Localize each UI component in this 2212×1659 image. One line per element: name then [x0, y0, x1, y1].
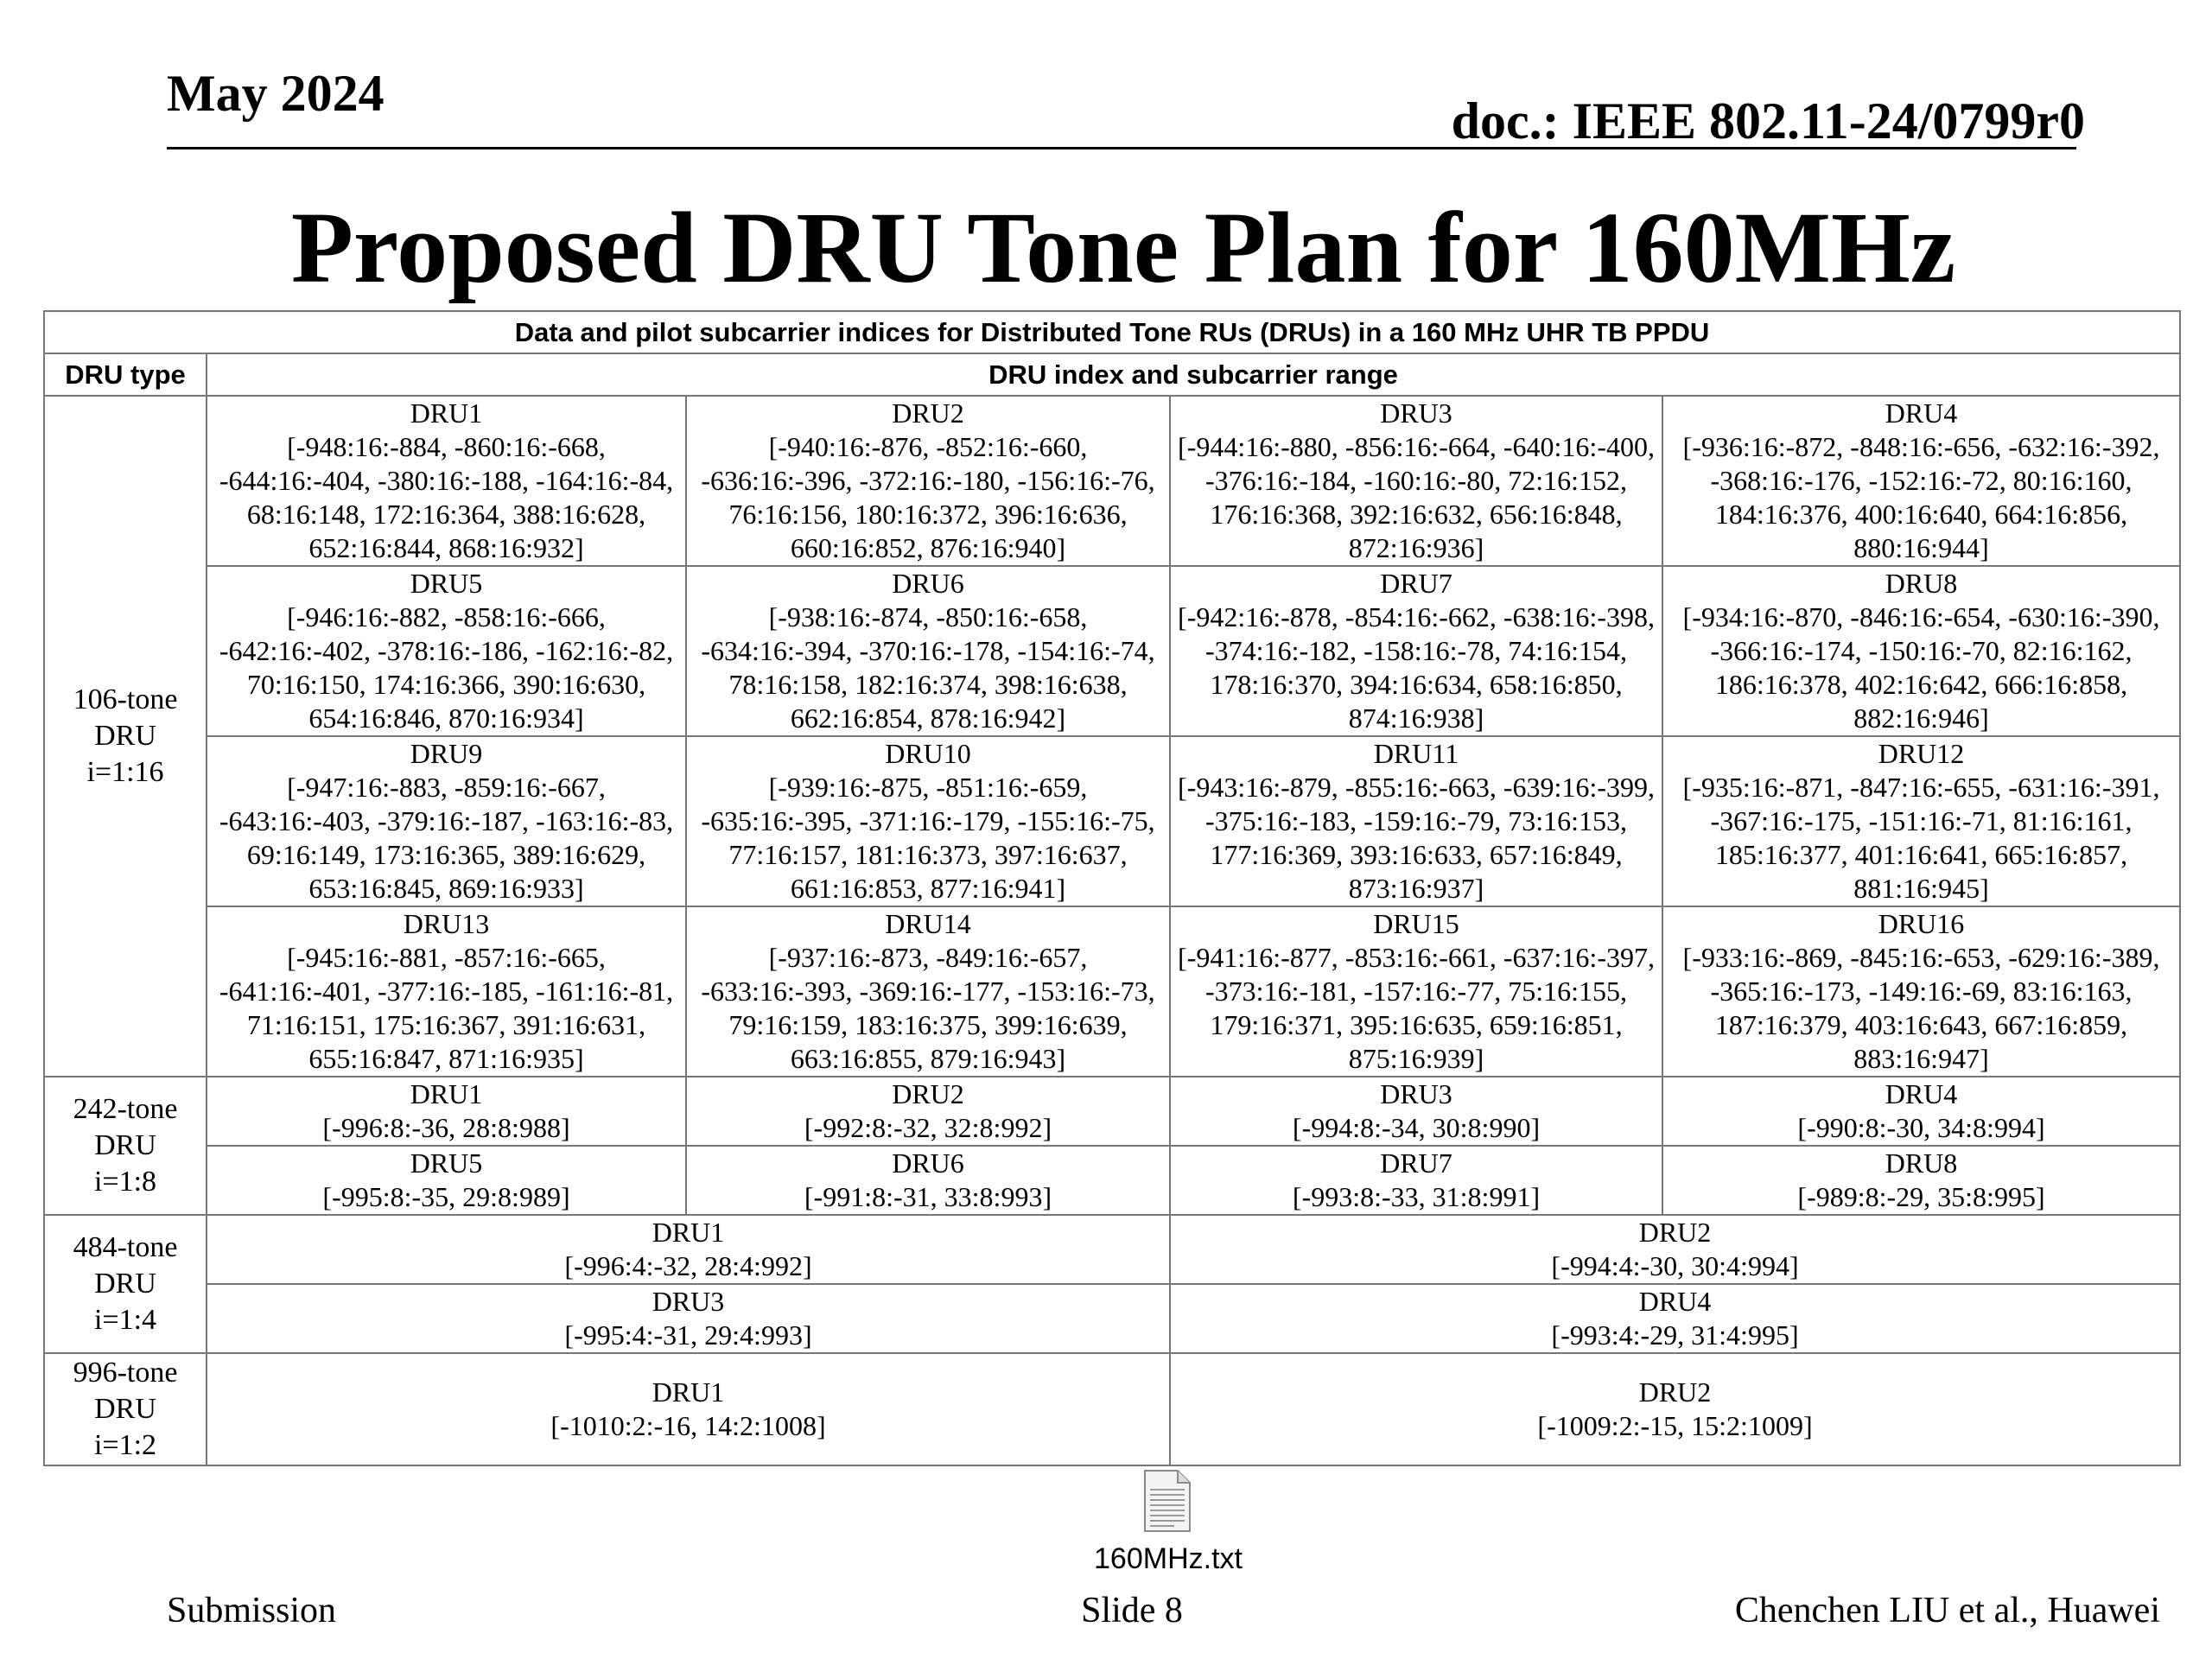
- dru-name: DRU9: [410, 738, 483, 769]
- dru-type-line: 484-tone: [73, 1231, 178, 1263]
- table-caption: Data and pilot subcarrier indices for Distributed Tone RUs (DRUs) in a 160 MHz UHR TB PPDU: [44, 311, 2180, 353]
- dru-cell: [1170, 736, 1662, 906]
- dru-name: DRU3: [1380, 1078, 1452, 1109]
- dru-name: DRU6: [892, 568, 964, 599]
- dru-type-line: i=1:2: [93, 1429, 157, 1461]
- dru-name: DRU14: [885, 908, 971, 939]
- dru-cell: [1662, 906, 2180, 1077]
- dru-cell: [207, 1284, 1170, 1353]
- dru-range: [-991:8:-31, 33:8:993]: [804, 1181, 1052, 1212]
- dru-type-line: i=1:8: [93, 1166, 157, 1198]
- dru-range: [-993:8:-33, 31:8:991]: [1292, 1181, 1541, 1212]
- dru-type-line: DRU: [94, 1129, 156, 1161]
- dru-name: DRU8: [1885, 1147, 1958, 1179]
- dru-range: [-944:16:-880, -856:16:-664, -640:16:-400, -376:16:-184, -160:16:-80, 72:16:152, 176:16:368, 392:16:632, 656:16:848, 872:16:936]: [1178, 431, 1655, 563]
- dru-name: DRU4: [1638, 1286, 1712, 1317]
- dru-range: [-1009:2:-15, 15:2:1009]: [1537, 1410, 1813, 1441]
- dru-name: DRU15: [1373, 908, 1459, 939]
- dru-name: DRU16: [1878, 908, 1965, 939]
- dru-range: [-942:16:-878, -854:16:-662, -638:16:-398, -374:16:-182, -158:16:-78, 74:16:154, 178:16:370, 394:16:634, 658:16:850, 874:16:938]: [1178, 601, 1655, 734]
- dru-range: [-943:16:-879, -855:16:-663, -639:16:-399, -375:16:-183, -159:16:-79, 73:16:153, 177:16:369, 393:16:633, 657:16:849, 873:16:937]: [1178, 772, 1655, 904]
- dru-type-106-tone: [44, 396, 207, 1077]
- dru-range: [-933:16:-869, -845:16:-653, -629:16:-389, -365:16:-173, -149:16:-69, 83:16:163, 187:16:379, 403:16:643, 667:16:859, 883:16:947]: [1682, 942, 2160, 1074]
- dru-name: DRU8: [1885, 568, 1958, 599]
- dru-cell: [686, 566, 1170, 736]
- dru-cell: [686, 906, 1170, 1077]
- dru-cell: [1170, 1077, 1662, 1146]
- dru-cell: [1662, 1146, 2180, 1215]
- footer-slide-number: Slide 8: [1081, 1591, 1183, 1630]
- dru-cell: [1662, 396, 2180, 566]
- dru-name: DRU2: [892, 397, 964, 429]
- dru-cell: [1170, 1215, 2180, 1284]
- dru-cell: [1170, 906, 1662, 1077]
- dru-type-line: 106-tone: [73, 683, 178, 715]
- footer-submission: Submission: [167, 1591, 337, 1630]
- dru-range: [-996:8:-36, 28:8:988]: [322, 1112, 570, 1143]
- dru-name: DRU12: [1878, 738, 1965, 769]
- dru-cell: [207, 1353, 1170, 1465]
- dru-name: DRU5: [410, 568, 483, 599]
- dru-type-line: 242-tone: [73, 1093, 178, 1125]
- slide-title: Proposed DRU Tone Plan for 160MHz: [290, 191, 1956, 304]
- dru-type-line: i=1:4: [93, 1304, 157, 1336]
- dru-type-line: DRU: [94, 1393, 156, 1425]
- dru-range: [-1010:2:-16, 14:2:1008]: [550, 1410, 826, 1441]
- dru-cell: [1170, 1146, 1662, 1215]
- dru-name: DRU5: [410, 1147, 483, 1179]
- dru-name: DRU1: [652, 1217, 725, 1248]
- dru-name: DRU3: [1380, 397, 1452, 429]
- dru-type-line: DRU: [94, 720, 156, 752]
- attachment-filename[interactable]: 160MHz.txt: [1094, 1542, 1243, 1575]
- dru-range: [-936:16:-872, -848:16:-656, -632:16:-392, -368:16:-176, -152:16:-72, 80:16:160, 184:16:376, 400:16:640, 664:16:856, 880:16:944]: [1682, 431, 2160, 563]
- dru-name: DRU7: [1380, 568, 1452, 599]
- dru-cell: [1662, 736, 2180, 906]
- dru-name: DRU1: [410, 1078, 483, 1109]
- dru-range: [-994:4:-30, 30:4:994]: [1551, 1250, 1799, 1281]
- dru-range: [-934:16:-870, -846:16:-654, -630:16:-390, -366:16:-174, -150:16:-70, 82:16:162, 186:16:378, 402:16:642, 666:16:858, 882:16:946]: [1682, 601, 2160, 734]
- dru-range: [-989:8:-29, 35:8:995]: [1797, 1181, 2045, 1212]
- header-doc-id: doc.: IEEE 802.11-24/0799r0: [1451, 92, 2085, 149]
- dru-cell: [207, 1146, 686, 1215]
- dru-type-line: 996-tone: [73, 1357, 178, 1389]
- dru-cell: [207, 396, 686, 566]
- dru-range: [-993:4:-29, 31:4:995]: [1551, 1319, 1799, 1351]
- header-date: May 2024: [167, 65, 385, 122]
- dru-cell: [686, 736, 1170, 906]
- col-header-dru-index: DRU index and subcarrier range: [207, 353, 2180, 396]
- dru-range: [-947:16:-883, -859:16:-667, -643:16:-403, -379:16:-187, -163:16:-83, 69:16:149, 173:16:365, 389:16:629, 653:16:845, 869:16:933]: [219, 772, 674, 904]
- dru-type-line: DRU: [94, 1268, 156, 1300]
- dru-cell: [686, 396, 1170, 566]
- dru-cell: [207, 566, 686, 736]
- dru-range: [-941:16:-877, -853:16:-661, -637:16:-397, -373:16:-181, -157:16:-77, 75:16:155, 179:16:371, 395:16:635, 659:16:851, 875:16:939]: [1178, 942, 1655, 1074]
- dru-range: [-996:4:-32, 28:4:992]: [564, 1250, 812, 1281]
- dru-cell: [207, 1077, 686, 1146]
- dru-cell: [686, 1077, 1170, 1146]
- dru-range: [-995:8:-35, 29:8:989]: [322, 1181, 570, 1212]
- dru-type-242-tone: [44, 1077, 207, 1215]
- dru-cell: [1662, 566, 2180, 736]
- dru-range: [-994:8:-34, 30:8:990]: [1292, 1112, 1541, 1143]
- dru-name: DRU11: [1373, 738, 1459, 769]
- dru-cell: [1170, 1284, 2180, 1353]
- dru-cell: [207, 736, 686, 906]
- dru-table: [43, 310, 2181, 1466]
- dru-name: DRU1: [410, 397, 483, 429]
- dru-name: DRU13: [403, 908, 490, 939]
- header-rule: [167, 147, 2076, 149]
- dru-name: DRU3: [652, 1286, 725, 1317]
- dru-range: [-948:16:-884, -860:16:-668, -644:16:-404, -380:16:-188, -164:16:-84, 68:16:148, 172:16:364, 388:16:628, 652:16:844, 868:16:932]: [219, 431, 674, 563]
- dru-type-484-tone: [44, 1215, 207, 1353]
- dru-name: DRU6: [892, 1147, 964, 1179]
- dru-range: [-946:16:-882, -858:16:-666, -642:16:-402, -378:16:-186, -162:16:-82, 70:16:150, 174:16:366, 390:16:630, 654:16:846, 870:16:934]: [219, 601, 674, 734]
- dru-cell: [1662, 1077, 2180, 1146]
- dru-name: DRU7: [1380, 1147, 1452, 1179]
- dru-name: DRU4: [1885, 1078, 1958, 1109]
- dru-cell: [207, 906, 686, 1077]
- dru-type-line: i=1:16: [86, 756, 164, 788]
- dru-cell: [1170, 396, 1662, 566]
- dru-name: DRU1: [652, 1376, 725, 1408]
- dru-range: [-938:16:-874, -850:16:-658, -634:16:-394, -370:16:-178, -154:16:-74, 78:16:158, 182:16:374, 398:16:638, 662:16:854, 878:16:942]: [701, 601, 1155, 734]
- dru-type-996-tone: [44, 1353, 207, 1465]
- dru-range: [-995:4:-31, 29:4:993]: [564, 1319, 812, 1351]
- col-header-dru-type: DRU type: [44, 353, 207, 396]
- dru-range: [-939:16:-875, -851:16:-659, -635:16:-395, -371:16:-179, -155:16:-75, 77:16:157, 181:16:373, 397:16:637, 661:16:853, 877:16:941]: [701, 772, 1155, 904]
- dru-range: [-937:16:-873, -849:16:-657, -633:16:-393, -369:16:-177, -153:16:-73, 79:16:159, 183:16:375, 399:16:639, 663:16:855, 879:16:943]: [701, 942, 1155, 1074]
- dru-cell: [1170, 566, 1662, 736]
- dru-name: DRU2: [892, 1078, 964, 1109]
- dru-name: DRU4: [1885, 397, 1958, 429]
- dru-name: DRU10: [885, 738, 971, 769]
- dru-range: [-945:16:-881, -857:16:-665, -641:16:-401, -377:16:-185, -161:16:-81, 71:16:151, 175:16:367, 391:16:631, 655:16:847, 871:16:935]: [219, 942, 674, 1074]
- dru-range: [-940:16:-876, -852:16:-660, -636:16:-396, -372:16:-180, -156:16:-76, 76:16:156, 180:16:372, 396:16:636, 660:16:852, 876:16:940]: [701, 431, 1155, 563]
- dru-name: DRU2: [1638, 1376, 1712, 1408]
- dru-range: [-992:8:-32, 32:8:992]: [804, 1112, 1052, 1143]
- dru-cell: [1170, 1353, 2180, 1465]
- dru-cell: [207, 1215, 1170, 1284]
- dru-range: [-935:16:-871, -847:16:-655, -631:16:-391, -367:16:-175, -151:16:-71, 81:16:161, 185:16:377, 401:16:641, 665:16:857, 881:16:945]: [1682, 772, 2160, 904]
- dru-range: [-990:8:-30, 34:8:994]: [1797, 1112, 2045, 1143]
- text-file-icon[interactable]: [1143, 1469, 1192, 1533]
- dru-name: DRU2: [1638, 1217, 1712, 1248]
- footer-authors: Chenchen LIU et al., Huawei: [1734, 1591, 2160, 1630]
- dru-cell: [686, 1146, 1170, 1215]
